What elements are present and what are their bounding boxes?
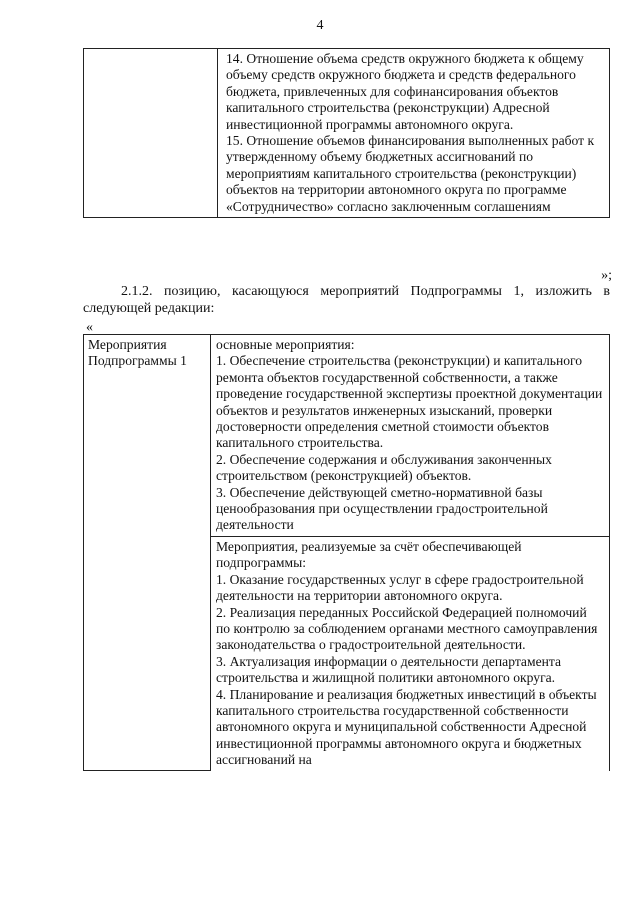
- indicators-list-cell: [218, 49, 610, 218]
- measure-item: 3. Обеспечение действующей сметно-нормативной базы ценообразования при осуществлении градостроительной деятельности: [216, 484, 548, 533]
- closing-quote: »;: [601, 268, 612, 283]
- indicator-item: 15. Отношение объемов финансирования выполненных работ к утвержденному объему бюджетных ассигнований по мероприятиям капитального строительства (реконструкции) объектов на территории автономного округа по программе «Сотрудничество» согласно заключенным соглашениям: [226, 133, 595, 214]
- opening-quote: «: [86, 320, 93, 335]
- indicators-table: [83, 48, 610, 218]
- measures-label-cell: Мероприятия Подпрограммы 1: [84, 335, 211, 771]
- measure-item: 3. Актуализация информации о деятельности департамента строительства и жилищной политики автономного округа.: [216, 653, 562, 686]
- block-heading: основные мероприятия:: [216, 337, 355, 352]
- indicators-label-cell: [84, 49, 218, 218]
- measure-item: 1. Обеспечение строительства (реконструкции) и капитального ремонта объектов государственной собственности, а также проведение государственной экспертизы проектной документации объектов и результатов инженерных изысканий, проверки достоверности определения сметной стоимости объектов капитального строительства.: [216, 353, 603, 451]
- indicator-item: 14. Отношение объема средств окружного бюджета к общему объему средств окружного бюджета и средств федерального бюджета, привлеченных для софинансирования объектов капитального строительства (реконструкции) Адресной инвестиционной программы автономного округа.: [226, 51, 584, 132]
- measure-item: 2. Реализация переданных Российской Федерацией полномочий по контролю за соблюдением органами местного самоуправления законодательства о градостроительной деятельности.: [216, 604, 598, 653]
- measures-table: [83, 334, 610, 771]
- main-measures-cell: [211, 335, 610, 537]
- measure-item: 2. Обеспечение содержания и обслуживания законченных строительством (реконструкцией) объектов.: [216, 451, 552, 484]
- measure-item: 1. Оказание государственных услуг в сфере градостроительной деятельности на территории автономного округа.: [216, 571, 584, 604]
- block-heading: Мероприятия, реализуемые за счёт обеспечивающей подпрограммы:: [216, 538, 522, 571]
- measure-item: 4. Планирование и реализация бюджетных инвестиций в объекты капитального строительства государственной собственности автономного округа и муниципальной собственности Адресной инвестиционной программы автономного округа и бюджетных ассигнований на: [216, 686, 597, 768]
- support-measures-cell: [211, 536, 610, 770]
- page-number: 4: [316, 18, 324, 33]
- amendment-paragraph: 2.1.2. позицию, касающуюся мероприятий Подпрограммы 1, изложить в следующей редакции:: [83, 284, 610, 316]
